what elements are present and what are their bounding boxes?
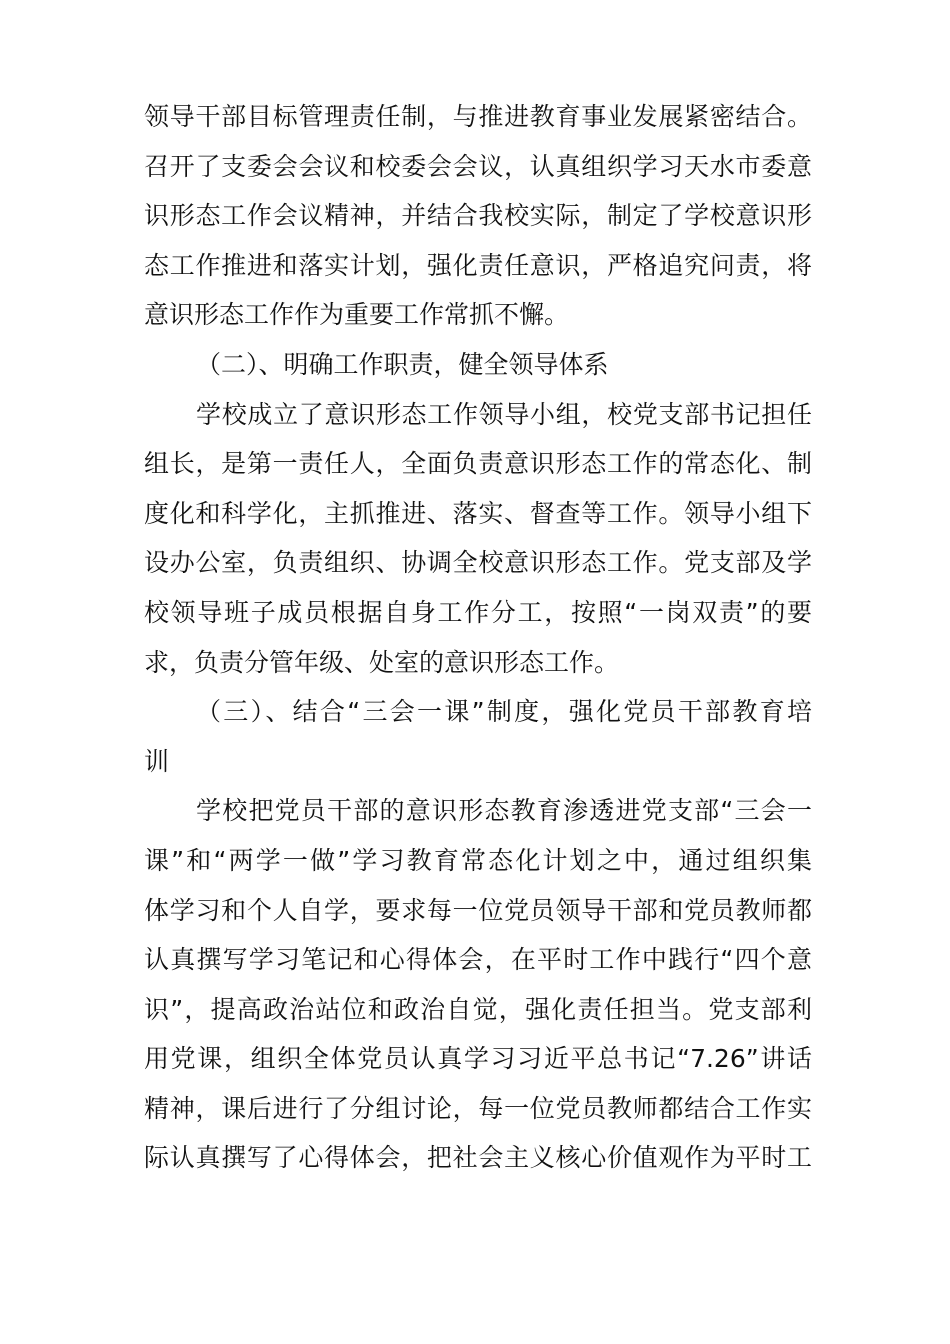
document-body bbox=[144, 92, 812, 1183]
body-line: 领导干部目标管理责任制，与推进教育事业发展紧密结合。 bbox=[144, 102, 812, 131]
body-line: 体学习和个人自学，要求每一位党员领导干部和党员教师都 bbox=[144, 895, 812, 925]
body-line: 设办公室，负责组织、协调全校意识形态工作。党支部及学 bbox=[144, 548, 812, 578]
body-line: 求，负责分管年级、处室的意识形态工作。 bbox=[144, 647, 620, 677]
body-line: 际认真撰写了心得体会，把社会主义核心价值观作为平时工 bbox=[144, 1143, 812, 1173]
body-line: 度化和科学化，主抓推进、落实、督查等工作。领导小组下 bbox=[144, 498, 812, 528]
section-heading: 训 bbox=[144, 746, 170, 776]
body-line: 学校成立了意识形态工作领导小组，校党支部书记担任 bbox=[196, 399, 812, 429]
body-line: 意识形态工作作为重要工作常抓不懈。 bbox=[144, 300, 570, 330]
section-heading: （三）、结合“三会一课”制度，强化党员干部教育培 bbox=[196, 697, 812, 727]
body-line: 学校把党员干部的意识形态教育渗透进党支部“三会一 bbox=[196, 796, 812, 826]
body-line: 识形态工作会议精神，并结合我校实际，制定了学校意识形 bbox=[144, 201, 812, 231]
body-line: 识”，提高政治站位和政治自觉，强化责任担当。党支部利 bbox=[144, 994, 812, 1024]
body-line: 课”和“两学一做”学习教育常态化计划之中，通过组织集 bbox=[144, 845, 812, 875]
body-line: 用党课，组织全体党员认真学习习近平总书记“7.26”讲话 bbox=[144, 1044, 812, 1074]
section-heading: （二）、明确工作职责，健全领导体系 bbox=[196, 349, 609, 379]
body-line: 态工作推进和落实计划，强化责任意识，严格追究问责，将 bbox=[144, 250, 812, 280]
body-line: 召开了支委会会议和校委会会议，认真组织学习天水市委意 bbox=[144, 151, 812, 181]
body-line: 精神，课后进行了分组讨论，每一位党员教师都结合工作实 bbox=[144, 1093, 812, 1123]
body-line: 认真撰写学习笔记和心得体会，在平时工作中践行“四个意 bbox=[144, 945, 812, 975]
body-line: 组长，是第一责任人，全面负责意识形态工作的常态化、制 bbox=[144, 449, 812, 479]
body-line: 校领导班子成员根据自身工作分工，按照“一岗双责”的要 bbox=[144, 597, 812, 627]
